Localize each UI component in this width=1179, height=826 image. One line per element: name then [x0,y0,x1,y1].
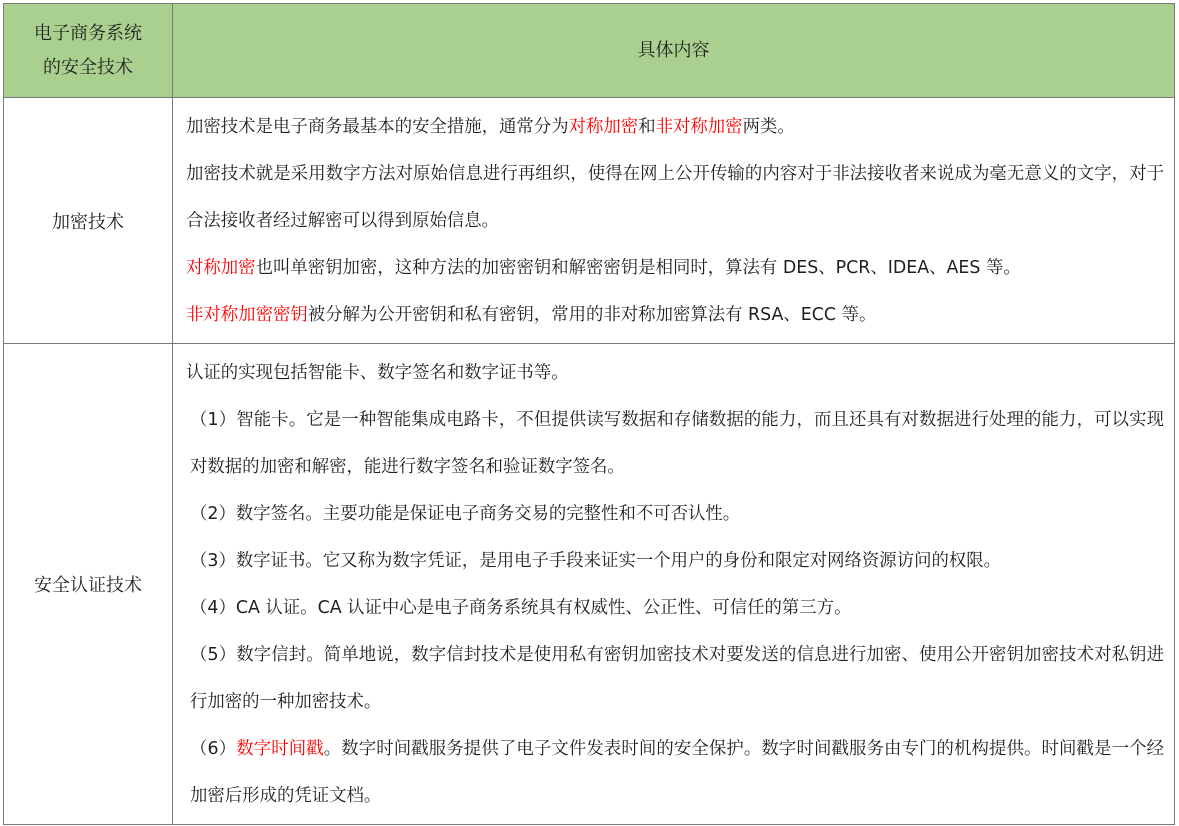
highlight-asymmetric-encryption: 非对称加密 [655,117,743,137]
row-name-authentication: 安全认证技术 [4,344,173,825]
header-col1-line1: 电子商务系统 [34,22,142,44]
encryption-paragraph-2: 加密技术就是采用数字方法对原始信息进行再组织，使得在网上公开传输的内容对于非法接收者来说成为毫无意义的文字，对于合法接收者经过解密可以得到原始信息。 [186,164,1164,231]
encryption-paragraph-3: 对称加密也叫单密钥加密，这种方法的加密密钥和解密密钥是相同时，算法有 DES、PCR、IDEA、AES 等。 [186,258,1021,278]
header-col-content: 具体内容 [173,4,1175,98]
header-col-category [4,4,173,98]
header-col1-line2: 的安全技术 [43,56,133,78]
auth-paragraph-digital-signature: （2）数字签名。主要功能是保证电子商务交易的完整性和不可否认性。 [190,504,741,524]
auth-paragraph-digital-envelope: （5）数字信封。简单地说，数字信封技术是使用私有密钥加密技术对要发送的信息进行加密、使用公开密钥加密技术对私钥进行加密的一种加密技术。 [190,645,1164,712]
security-tech-table [3,3,1175,825]
highlight-symmetric-encryption: 对称加密 [568,117,639,137]
encryption-paragraph-4: 非对称加密密钥被分解为公开密钥和私有密钥，常用的非对称加密算法有 RSA、ECC 等。 [186,305,877,325]
highlight-digital-timestamp: 数字时间戳 [236,739,324,759]
auth-paragraph-smart-card: （1）智能卡。它是一种智能集成电路卡，不但提供读写数据和存储数据的能力，而且还具有对数据进行处理的能力，可以实现对数据的加密和解密，能进行数字签名和验证数字签名。 [190,410,1164,477]
header-row [4,4,1175,98]
table-row-encryption [4,98,1175,344]
row-content-encryption [173,98,1175,344]
auth-paragraph-1: 认证的实现包括智能卡、数字签名和数字证书等。 [186,363,569,383]
auth-paragraph-timestamp: （6）数字时间戳。数字时间戳服务提供了电子文件发表时间的安全保护。数字时间戳服务由专门的机构提供。时间戳是一个经加密后形成的凭证文档。 [190,739,1164,806]
row-name-encryption: 加密技术 [4,98,173,344]
table-row-authentication [4,344,1175,825]
encryption-paragraph-1: 加密技术是电子商务最基本的安全措施，通常分为对称加密和非对称加密两类。 [186,117,795,137]
auth-paragraph-ca: （4）CA 认证。CA 认证中心是电子商务系统具有权威性、公正性、可信任的第三方。 [190,598,852,618]
highlight-symmetric-encryption-2: 对称加密 [186,258,256,278]
row-content-authentication [173,344,1175,825]
auth-paragraph-digital-certificate: （3）数字证书。它又称为数字凭证，是用电子手段来证实一个用户的身份和限定对网络资源访问的权限。 [190,551,1002,571]
highlight-asymmetric-key: 非对称加密密钥 [186,305,308,325]
